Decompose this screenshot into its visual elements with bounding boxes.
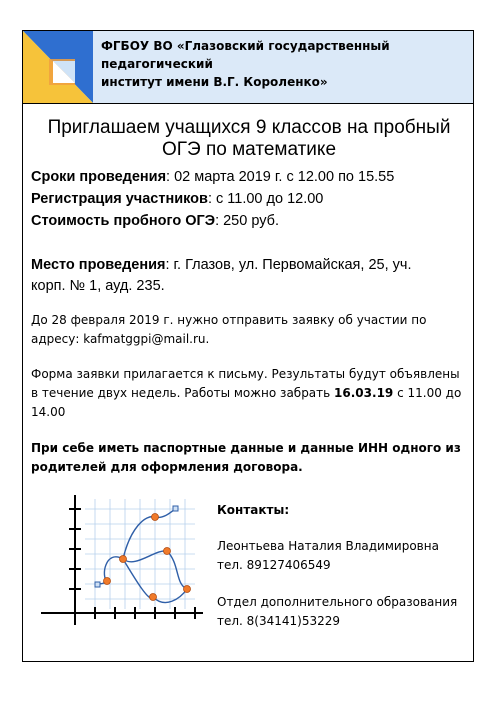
org-line-2: институт имени В.Г. Короленко» bbox=[101, 75, 328, 89]
application-line-2: адресу: kafmatggpi@mail.ru. bbox=[31, 332, 210, 346]
contact-person-name: Леонтьева Наталия Владимировна bbox=[217, 539, 439, 553]
curves bbox=[97, 509, 187, 602]
application-line-1: До 28 февраля 2019 г. нужно отправить заявку об участии по bbox=[31, 313, 427, 327]
registration-row bbox=[31, 189, 469, 210]
dates-label: Сроки проведения bbox=[31, 169, 167, 185]
pickup-date: 16.03.19 bbox=[334, 386, 394, 400]
notice-line-2: родителей для оформления договора. bbox=[31, 460, 303, 474]
place-label: Место проведения bbox=[31, 257, 166, 273]
title-line-2: ОГЭ по математике bbox=[161, 139, 337, 160]
flyer bbox=[22, 30, 474, 662]
organization-name bbox=[101, 37, 467, 91]
results-line-3: 14.00 bbox=[31, 405, 66, 419]
results-paragraph bbox=[31, 365, 469, 422]
title-line-1: Приглашаем учащихся 9 классов на пробный bbox=[47, 117, 451, 138]
cost-label: Стоимость пробного ОГЭ bbox=[31, 213, 216, 229]
place-value-line-2: корп. № 1, ауд. 235. bbox=[31, 278, 165, 294]
contact-person bbox=[217, 537, 467, 575]
registration-value: : с 11.00 до 12.00 bbox=[207, 191, 324, 207]
results-line-1: Форма заявки прилагается к письму. Результаты будут объявлены bbox=[31, 367, 460, 381]
contact-person-phone: тел. 89127406549 bbox=[217, 558, 331, 572]
grid bbox=[85, 499, 195, 609]
place-row bbox=[31, 255, 469, 297]
registration-label: Регистрация участников bbox=[31, 191, 208, 207]
dates-row bbox=[31, 167, 469, 188]
contacts-heading: Контакты: bbox=[217, 503, 290, 517]
contact-department-phone: тел. 8(34141)53229 bbox=[217, 614, 341, 628]
graph-illustration bbox=[35, 489, 205, 629]
cost-row bbox=[31, 211, 469, 232]
application-paragraph bbox=[31, 311, 469, 349]
results-line-2-end: с 11.00 до bbox=[393, 386, 462, 400]
cost-value: : 250 руб. bbox=[215, 213, 279, 229]
notice-line-1: При себе иметь паспортные данные и данные ИНН одного из bbox=[31, 441, 461, 455]
header bbox=[23, 31, 473, 104]
results-line-2: в течение двух недель. Работы можно забрать bbox=[31, 386, 335, 400]
dates-value: : 02 марта 2019 г. с 12.00 по 15.55 bbox=[166, 169, 395, 185]
place-value-line-1: : г. Глазов, ул. Первомайская, 25, уч. bbox=[165, 257, 412, 273]
institute-logo bbox=[23, 31, 93, 103]
org-line-1: ФГБОУ ВО «Глазовский государственный педагогический bbox=[101, 39, 390, 71]
end-markers bbox=[95, 506, 178, 587]
notice-paragraph bbox=[31, 439, 469, 477]
page-title bbox=[27, 117, 471, 161]
contact-department bbox=[217, 593, 467, 631]
contact-department-name: Отдел дополнительного образования bbox=[217, 595, 458, 609]
